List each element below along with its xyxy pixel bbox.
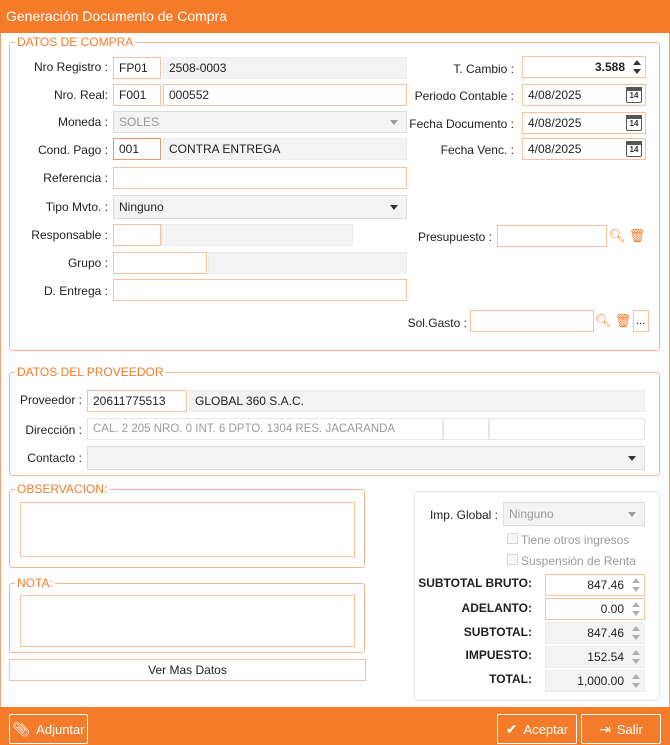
- contacto-select[interactable]: [87, 446, 645, 470]
- t-cambio-field[interactable]: [522, 56, 646, 78]
- grupo-desc-field: [208, 252, 407, 274]
- fecha-venc-label: Fecha Venc. :: [440, 143, 514, 157]
- check-icon: ✔: [505, 721, 518, 737]
- periodo-contable-value: 4/08/2025: [528, 88, 582, 102]
- fecha-documento-field[interactable]: [522, 112, 646, 134]
- cond-pago-label: Cond. Pago :: [37, 143, 108, 157]
- fecha-documento-value: 4/08/2025: [528, 116, 582, 130]
- tiene-otros-ingresos-label: Tiene otros ingresos: [521, 533, 630, 547]
- proveedor-label: Proveedor :: [19, 393, 82, 407]
- imp-global-label: Imp. Global :: [429, 508, 498, 522]
- impuesto-value: 152.54: [587, 650, 624, 664]
- d-entrega-label: D. Entrega :: [43, 284, 108, 298]
- periodo-contable-label: Periodo Contable :: [414, 89, 514, 103]
- imp-global-value: Ninguno: [509, 507, 554, 521]
- calendar-icon[interactable]: 14: [626, 87, 642, 103]
- aceptar-button[interactable]: [497, 714, 577, 744]
- total-value: 1,000.00: [577, 674, 624, 688]
- trash-icon[interactable]: 🗑︎: [614, 313, 632, 328]
- direccion-field[interactable]: CAL. 2 205 NRO. 0 INT. 6 DPTO. 1304 RES. JACARANDA: [87, 418, 443, 440]
- nro-registro-serie-field[interactable]: FP01: [113, 57, 161, 79]
- fecha-documento-label: Fecha Documento :: [409, 117, 514, 131]
- suspension-renta-label: Suspensión de Renta: [521, 554, 636, 568]
- nro-registro-label: Nro Registro :: [33, 60, 108, 74]
- tipo-mvto-select[interactable]: [113, 195, 407, 219]
- datos-proveedor-title: DATOS DEL PROVEEDOR: [17, 365, 164, 379]
- sol-gasto-more-button[interactable]: ...: [633, 310, 649, 332]
- subtotal-bruto-label: SUBTOTAL BRUTO:: [418, 576, 532, 590]
- calendar-icon[interactable]: 14: [626, 115, 642, 131]
- chevron-down-icon: [628, 512, 636, 517]
- nro-real-serie-field[interactable]: F001: [113, 84, 161, 106]
- fecha-venc-value: 4/08/2025: [528, 142, 582, 156]
- chevron-down-icon: [628, 456, 636, 461]
- total-label: TOTAL:: [489, 672, 532, 686]
- adjuntar-button[interactable]: [9, 714, 88, 744]
- search-icon[interactable]: 🔍︎: [608, 228, 626, 243]
- direccion-label: Dirección :: [25, 423, 82, 437]
- observacion-textarea[interactable]: [20, 502, 355, 557]
- nro-real-label: Nro. Real:: [53, 88, 108, 102]
- moneda-select[interactable]: [113, 111, 407, 133]
- tipo-mvto-value: Ninguno: [119, 200, 164, 214]
- adelanto-label: ADELANTO:: [461, 601, 532, 615]
- search-icon[interactable]: 🔍︎: [594, 313, 612, 328]
- sol-gasto-field[interactable]: [470, 310, 594, 332]
- imp-global-select[interactable]: [503, 502, 645, 526]
- total-field: [545, 670, 645, 692]
- presupuesto-label: Presupuesto :: [417, 230, 492, 244]
- adelanto-value: 0.00: [600, 602, 624, 616]
- subtotal-field: [545, 622, 645, 644]
- subtotal-bruto-field[interactable]: [545, 574, 645, 596]
- referencia-label: Referencia :: [43, 171, 108, 185]
- cond-pago-desc-field: CONTRA ENTREGA: [163, 138, 407, 160]
- observacion-title: OBSERVACION:: [17, 482, 108, 496]
- nro-real-numero-field[interactable]: 000552: [163, 84, 407, 106]
- subtotal-label: SUBTOTAL:: [463, 625, 532, 639]
- grupo-label: Grupo :: [67, 256, 108, 270]
- responsable-desc-field: [161, 224, 353, 246]
- d-entrega-field[interactable]: [113, 279, 407, 301]
- responsable-label: Responsable :: [31, 228, 108, 242]
- fecha-venc-field[interactable]: [522, 138, 646, 160]
- sol-gasto-label: Sol.Gasto :: [407, 316, 467, 330]
- direccion-extra-field-2[interactable]: [489, 418, 645, 440]
- cond-pago-code-field[interactable]: 001: [113, 138, 161, 160]
- responsable-code-field[interactable]: [113, 224, 161, 246]
- impuesto-field: [545, 646, 645, 668]
- contacto-label: Contacto :: [27, 451, 82, 465]
- spinner-icon: [632, 650, 640, 664]
- presupuesto-field[interactable]: [497, 225, 607, 247]
- subtotal-bruto-value: 847.46: [587, 578, 624, 592]
- spinner-icon[interactable]: [633, 60, 641, 74]
- window-title-bar: [0, 0, 670, 33]
- salir-button[interactable]: [581, 714, 661, 744]
- spinner-icon[interactable]: [632, 578, 640, 592]
- tiene-otros-ingresos-checkbox[interactable]: [507, 533, 518, 544]
- nro-registro-numero-field: 2508-0003: [163, 57, 407, 79]
- moneda-label: Moneda :: [57, 115, 108, 129]
- t-cambio-value: 3.588: [594, 60, 625, 74]
- window-title: Generación Documento de Compra: [6, 8, 228, 24]
- nota-textarea[interactable]: [20, 595, 355, 647]
- ver-mas-datos-button[interactable]: Ver Mas Datos: [9, 659, 366, 681]
- paperclip-icon: 📎︎: [12, 721, 31, 737]
- suspension-renta-checkbox[interactable]: [507, 554, 518, 565]
- direccion-extra-field-1[interactable]: [443, 418, 489, 440]
- proveedor-ruc-field[interactable]: 20611775513: [87, 390, 187, 412]
- spinner-icon: [632, 674, 640, 688]
- calendar-icon[interactable]: 14: [626, 141, 642, 157]
- moneda-value: SOLES: [119, 115, 160, 129]
- adjuntar-label: Adjuntar: [36, 722, 85, 737]
- adelanto-field[interactable]: [545, 598, 645, 620]
- chevron-down-icon: [390, 205, 398, 210]
- periodo-contable-field[interactable]: [522, 84, 646, 106]
- tipo-mvto-label: Tipo Mvto. :: [45, 200, 108, 214]
- subtotal-value: 847.46: [587, 626, 624, 640]
- nota-title: NOTA:: [17, 576, 53, 590]
- chevron-down-icon: [390, 120, 398, 125]
- grupo-code-field[interactable]: [113, 252, 207, 274]
- spinner-icon[interactable]: [632, 602, 640, 616]
- trash-icon[interactable]: 🗑︎: [628, 228, 646, 243]
- aceptar-label: Aceptar: [523, 722, 569, 737]
- salir-label: Salir: [616, 722, 643, 737]
- impuesto-label: IMPUESTO:: [465, 648, 532, 662]
- t-cambio-label: T. Cambio :: [453, 62, 514, 76]
- proveedor-name-field: GLOBAL 360 S.A.C.: [189, 390, 645, 412]
- referencia-field[interactable]: [113, 167, 407, 189]
- datos-compra-title: DATOS DE COMPRA: [17, 35, 134, 49]
- exit-icon: ⇥: [599, 721, 611, 737]
- spinner-icon: [632, 626, 640, 640]
